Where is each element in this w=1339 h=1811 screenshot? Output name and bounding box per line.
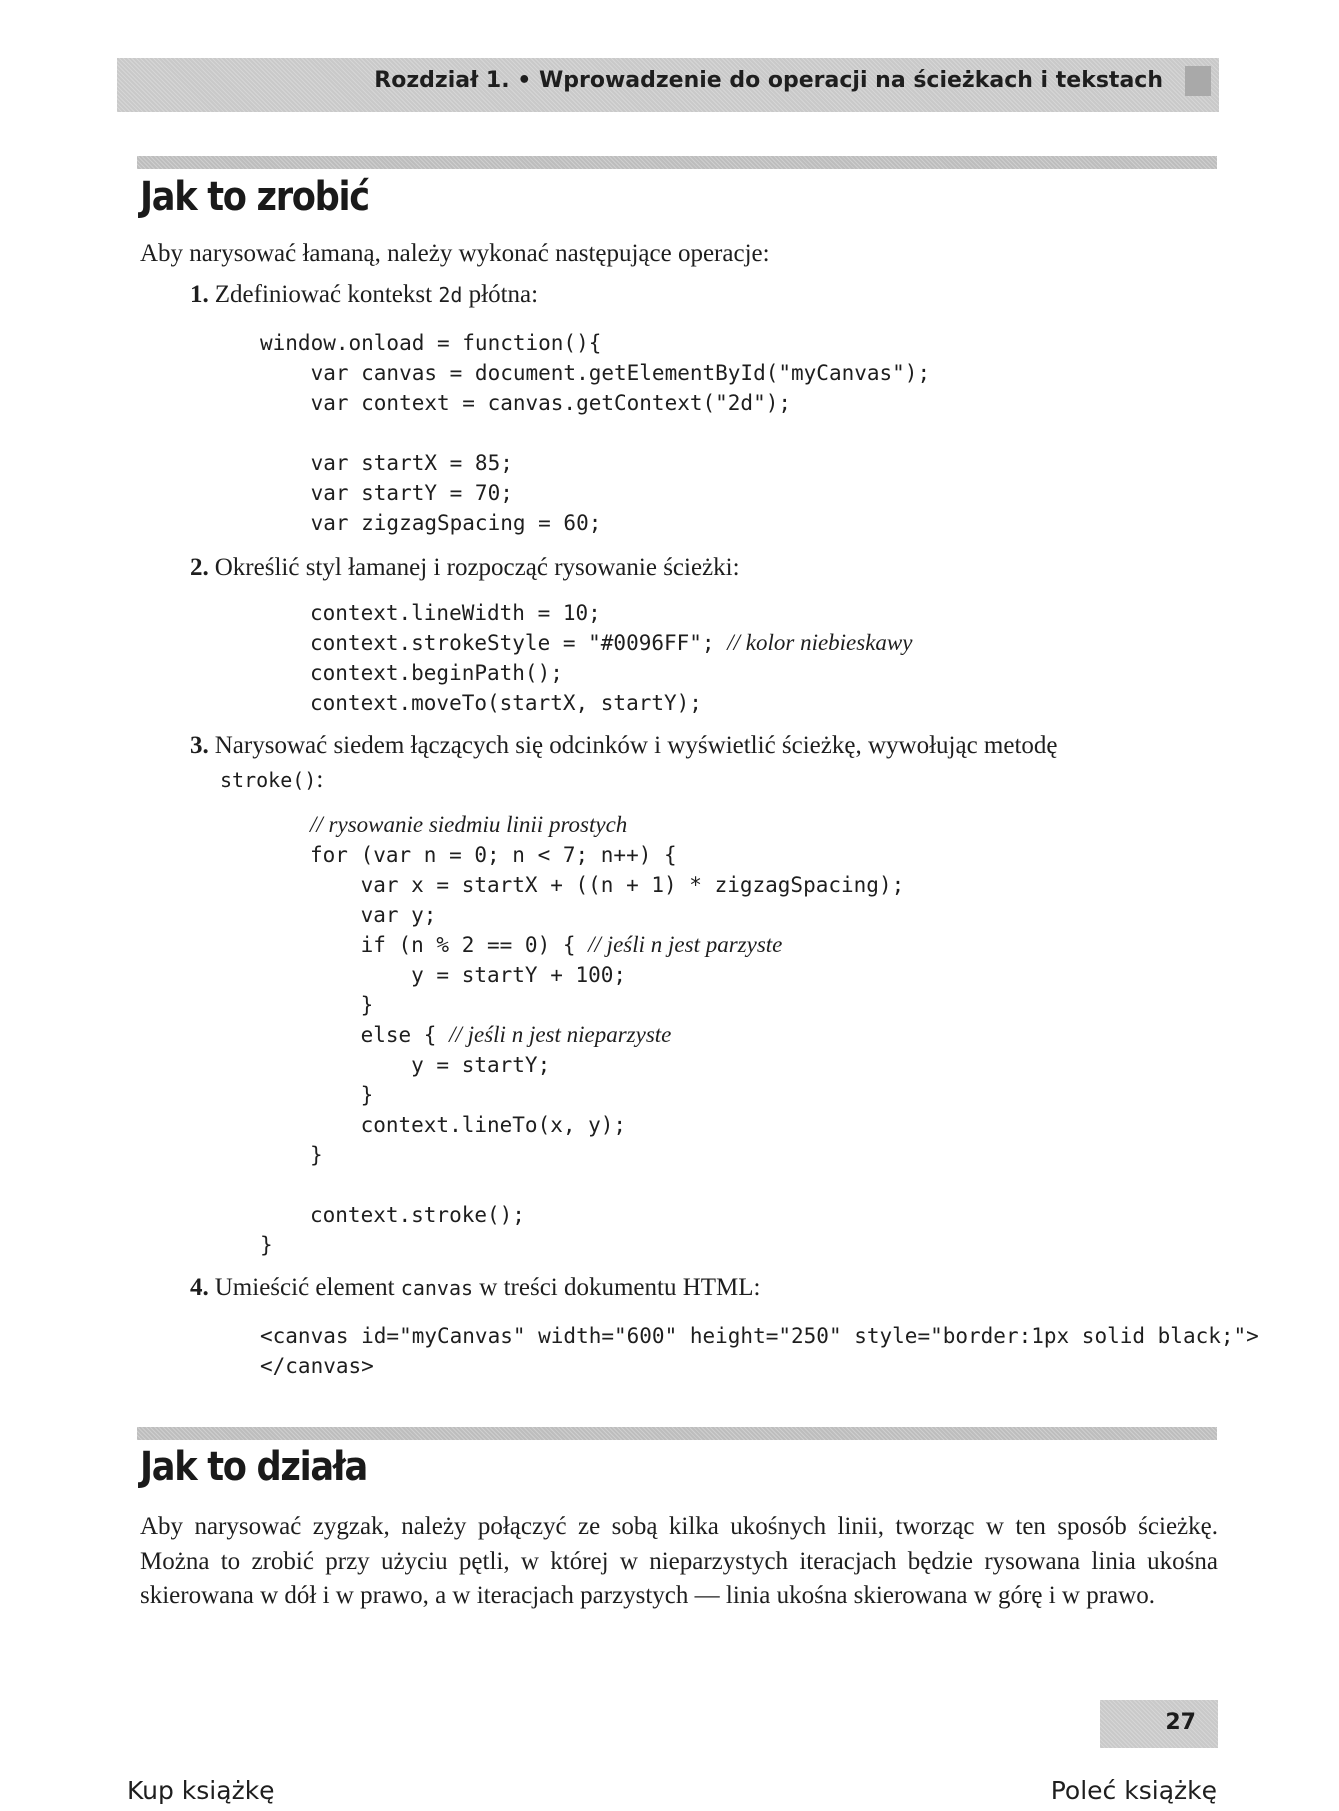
code-block: [310, 810, 904, 1230]
step-text: :: [316, 766, 324, 793]
code-text: context.beginPath();: [310, 661, 563, 685]
code-line: [310, 598, 912, 628]
code-line: [310, 1020, 904, 1050]
section-rule: [137, 156, 1217, 169]
code-line: [310, 1050, 904, 1080]
code-line: var canvas = document.getElementById("myCanvas");: [260, 361, 931, 385]
inline-code: 2d: [438, 283, 463, 307]
recommend-book-link[interactable]: Poleć książkę: [1050, 1776, 1217, 1805]
code-text: context.strokeStyle = "#0096FF";: [310, 631, 728, 655]
step-item: [190, 1272, 761, 1304]
intro-paragraph: Aby narysować łamaną, należy wykonać następujące operacje:: [140, 240, 770, 267]
step-number: 2.: [190, 554, 209, 581]
code-block: [310, 598, 912, 718]
code-text: context.lineTo(x, y);: [310, 1113, 627, 1137]
code-line: [310, 628, 912, 658]
code-line: [310, 1080, 904, 1110]
code-line: [310, 960, 904, 990]
step-text: Określić styl łamanej i rozpocząć rysowanie ścieżki:: [214, 554, 740, 581]
step-item: [190, 552, 740, 584]
code-line: <canvas id="myCanvas" width="600" height="250" style="border:1px solid black;">: [260, 1324, 1259, 1348]
code-line: [310, 688, 912, 718]
step-text: Umieścić element: [214, 1274, 401, 1301]
running-header: [117, 58, 1219, 112]
code-line: [310, 1140, 904, 1170]
section-title: Jak to zrobić: [140, 174, 369, 220]
code-line: [310, 930, 904, 960]
code-line: [310, 1200, 904, 1230]
step-text: Narysować siedem łączących się odcinków i wyświetlić ścieżkę, wywołując metodę: [214, 732, 1058, 759]
code-text: else {: [310, 1023, 450, 1047]
code-line: window.onload = function(){: [260, 331, 602, 355]
code-text: context.moveTo(startX, startY);: [310, 691, 702, 715]
code-text: for (var n = 0; n < 7; n++) {: [310, 843, 677, 867]
code-line: [310, 990, 904, 1020]
code-text: if (n % 2 == 0) {: [310, 933, 589, 957]
step-item: [190, 730, 1058, 762]
buy-book-link[interactable]: Kup książkę: [127, 1776, 275, 1805]
code-line: var zigzagSpacing = 60;: [260, 511, 602, 535]
chapter-title: Rozdział 1. • Wprowadzenie do operacji na ścieżkach i tekstach: [374, 68, 1163, 93]
page-number: 27: [1165, 1710, 1196, 1735]
step-text: w treści dokumentu HTML:: [473, 1274, 761, 1301]
header-tab-marker: [1185, 66, 1211, 96]
code-text: y = startY;: [310, 1053, 551, 1077]
code-text: var x = startX + ((n + 1) * zigzagSpacing);: [310, 873, 905, 897]
code-text: }: [310, 1143, 323, 1167]
page-number-box: [1100, 1700, 1218, 1748]
code-line: [310, 870, 904, 900]
step-text: Zdefiniować kontekst: [214, 281, 439, 308]
code-line: }: [260, 1233, 273, 1257]
step-item: [190, 279, 538, 311]
code-line: var startX = 85;: [260, 451, 513, 475]
body-paragraph: Aby narysować zygzak, należy połączyć ze sobą kilka ukośnych linii, tworząc w ten sposób ścieżkę. Można to zrobić przy użyciu pętli, w której w nieparzystych iteracjach będzie rysowana linia ukośna skierowana w dół i w prawo, a w iteracjach parzystych — linia ukośna skierowana w górę i w prawo.: [140, 1513, 1218, 1609]
code-text: }: [310, 993, 374, 1017]
section-title: Jak to działa: [140, 1444, 367, 1490]
code-text: context.lineWidth = 10;: [310, 601, 601, 625]
step-text: płótna:: [462, 281, 539, 308]
inline-code: stroke(): [220, 768, 317, 792]
code-block: [260, 328, 930, 538]
section-rule: [137, 1427, 1217, 1440]
code-line: var context = canvas.getContext("2d");: [260, 391, 792, 415]
step-number: 3.: [190, 732, 209, 759]
step-number: 1.: [190, 281, 209, 308]
code-comment: // rysowanie siedmiu linii prostych: [310, 812, 628, 837]
code-line: [310, 810, 904, 840]
code-line: [310, 1110, 904, 1140]
code-line: [310, 1170, 904, 1200]
code-line: [260, 418, 930, 448]
code-line: var startY = 70;: [260, 481, 513, 505]
code-line: [310, 658, 912, 688]
step-number: 4.: [190, 1274, 209, 1301]
code-block: [260, 1321, 1259, 1381]
code-text: context.stroke();: [310, 1203, 525, 1227]
code-comment: // jeśli n jest nieparzyste: [449, 1022, 672, 1047]
code-text: y = startY + 100;: [310, 963, 627, 987]
step-continuation: [220, 764, 323, 796]
code-line: </canvas>: [260, 1354, 374, 1378]
code-comment: // jeśli n jest parzyste: [588, 932, 783, 957]
code-comment: // kolor niebieskawy: [727, 630, 913, 655]
code-text: }: [310, 1083, 374, 1107]
code-text: var y;: [310, 903, 437, 927]
code-line: [310, 840, 904, 870]
inline-code: canvas: [400, 1276, 474, 1300]
code-line: [310, 900, 904, 930]
